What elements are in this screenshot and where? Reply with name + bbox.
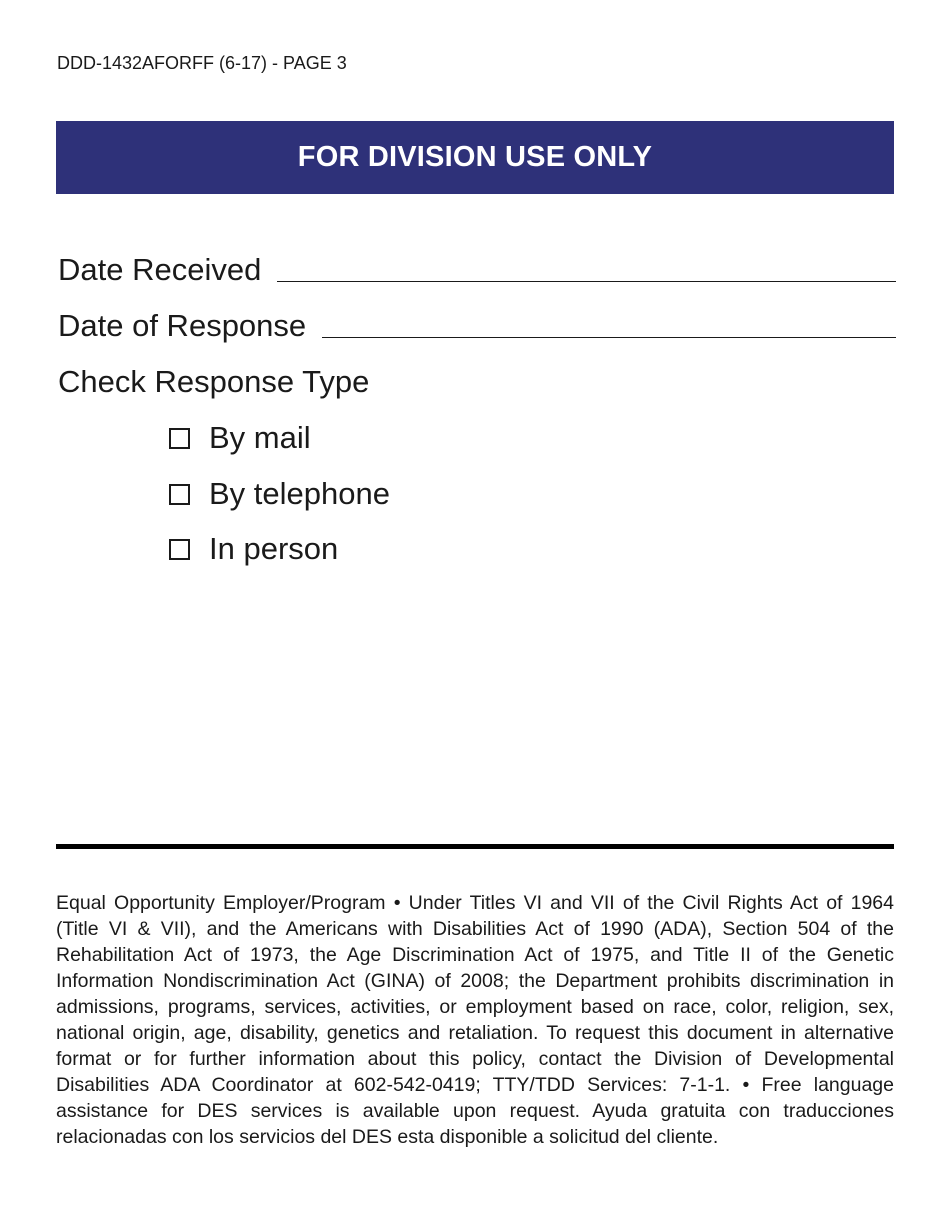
- date-of-response-field[interactable]: [322, 336, 896, 338]
- date-received-row: [58, 252, 896, 288]
- date-received-label: Date Received: [58, 252, 262, 287]
- by-mail-checkbox[interactable]: [169, 428, 190, 449]
- form-id: DDD-1432AFORFF (6-17) - PAGE 3: [57, 53, 347, 73]
- in-person-label: In person: [209, 531, 339, 566]
- date-of-response-label: Date of Response: [58, 308, 307, 343]
- equal-opportunity-notice: Equal Opportunity Employer/Program • Under Titles VI and VII of the Civil Rights Act of 1964 (Title VI & VII), and the Americans with Disabilities Act of 1990 (ADA), Section 504 of the Rehabilitation Act of 1973, the Age Discrimination Act of 1975, and Title II of the Genetic Information Nondiscrimination Act (GINA) of 2008; the Department prohibits discrimination in admissions, programs, services, activities, or employment based on race, color, religion, sex, national origin, age, disability, genetics and retaliation. To request this document in alternative format or for further information about this policy, contact the Division of Developmental Disabilities ADA Coordinator at 602-542-0419; TTY/TDD Services: 7-1-1. • Free language assistance for DES services is available upon request. Ayuda gratuita con traducciones relacionadas con los servicios del DES esta disponible a solicitud del cliente.: [56, 892, 894, 1148]
- banner-title: FOR DIVISION USE ONLY: [297, 141, 653, 173]
- option-by-mail[interactable]: [169, 420, 311, 456]
- date-received-field[interactable]: [277, 280, 896, 282]
- division-use-banner: [56, 121, 894, 194]
- option-by-telephone[interactable]: [169, 476, 390, 512]
- by-telephone-checkbox[interactable]: [169, 484, 190, 505]
- in-person-checkbox[interactable]: [169, 539, 190, 560]
- option-in-person[interactable]: [169, 531, 338, 567]
- date-of-response-row: [58, 308, 896, 344]
- check-response-type-heading: Check Response Type: [58, 364, 370, 399]
- by-mail-label: By mail: [209, 420, 311, 455]
- by-telephone-label: By telephone: [209, 476, 390, 511]
- divider: [56, 844, 894, 849]
